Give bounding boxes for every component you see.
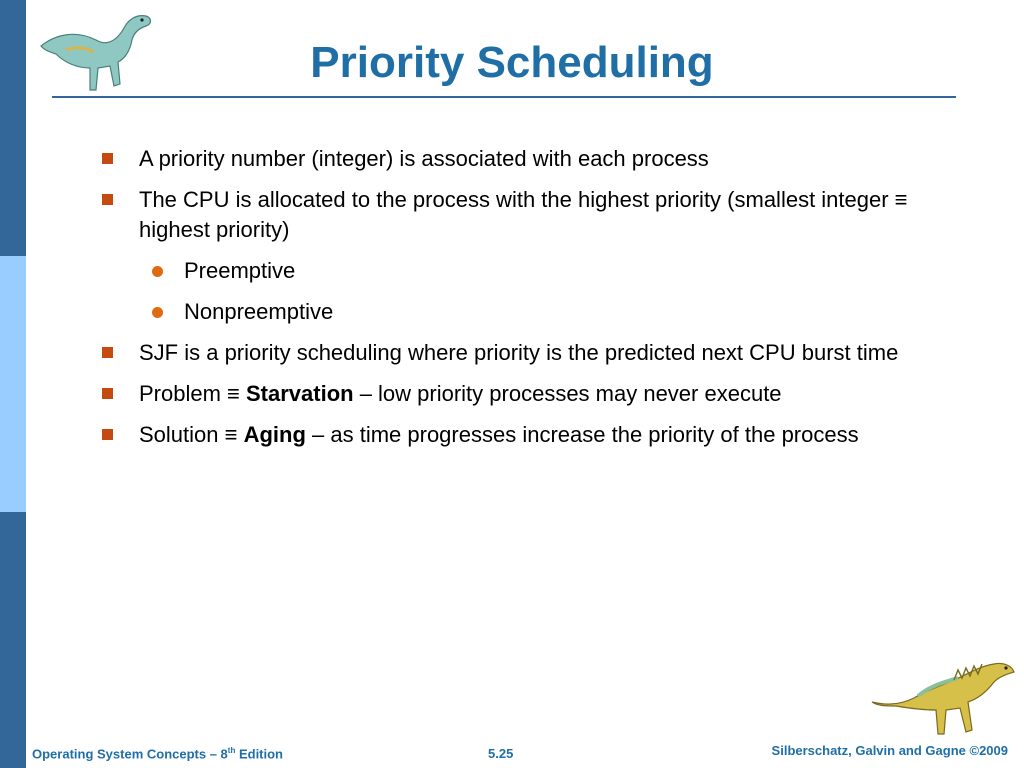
side-band [0, 0, 26, 768]
page-number: 5.25 [488, 746, 514, 761]
bullet-text-bold: Aging [243, 422, 306, 447]
square-bullet-icon [102, 194, 113, 205]
bullet-text-pre: Problem ≡ [139, 381, 246, 406]
slide-title: Priority Scheduling [310, 38, 714, 87]
square-bullet-icon [102, 388, 113, 399]
bullet-text-post: – as time progresses increase the priority of the process [305, 422, 859, 447]
copyright: Silberschatz, Galvin and Gagne ©2009 [771, 743, 1008, 758]
bullet-list [102, 144, 982, 461]
bullet-item [102, 379, 982, 409]
bullet-item [102, 185, 982, 245]
dot-bullet-icon [152, 307, 163, 318]
square-bullet-icon [102, 347, 113, 358]
sub-bullet-item [102, 256, 982, 286]
footer-edition-sup: th [227, 746, 236, 755]
bullet-text: Nonpreemptive [184, 299, 334, 324]
square-bullet-icon [102, 429, 113, 440]
sub-bullet-item [102, 297, 982, 327]
bullet-text: Preemptive [184, 258, 296, 283]
bullet-text-pre: Solution ≡ [139, 422, 244, 447]
bullet-item [102, 144, 982, 174]
side-band-bottom [0, 512, 26, 768]
dot-bullet-icon [152, 266, 163, 277]
dinosaur-logo-icon [868, 656, 1018, 740]
bullet-text-bold: Starvation [245, 381, 354, 406]
footer-book-title-text: Operating System Concepts – 8 [32, 746, 228, 762]
footer-edition-text: Edition [235, 746, 284, 762]
title-divider [52, 96, 956, 98]
footer-book-title [32, 746, 283, 761]
bullet-text-post: – low priority processes may never execute [353, 381, 782, 406]
side-band-middle [0, 256, 26, 512]
bullet-text: SJF is a priority scheduling where priority is the predicted next CPU burst time [139, 340, 899, 365]
bullet-item [102, 338, 982, 368]
square-bullet-icon [102, 153, 113, 164]
bullet-item [102, 420, 982, 450]
bullet-text: The CPU is allocated to the process with the highest priority (smallest integer ≡ highest priority) [139, 187, 908, 242]
bullet-text: A priority number (integer) is associated with each process [139, 146, 709, 171]
